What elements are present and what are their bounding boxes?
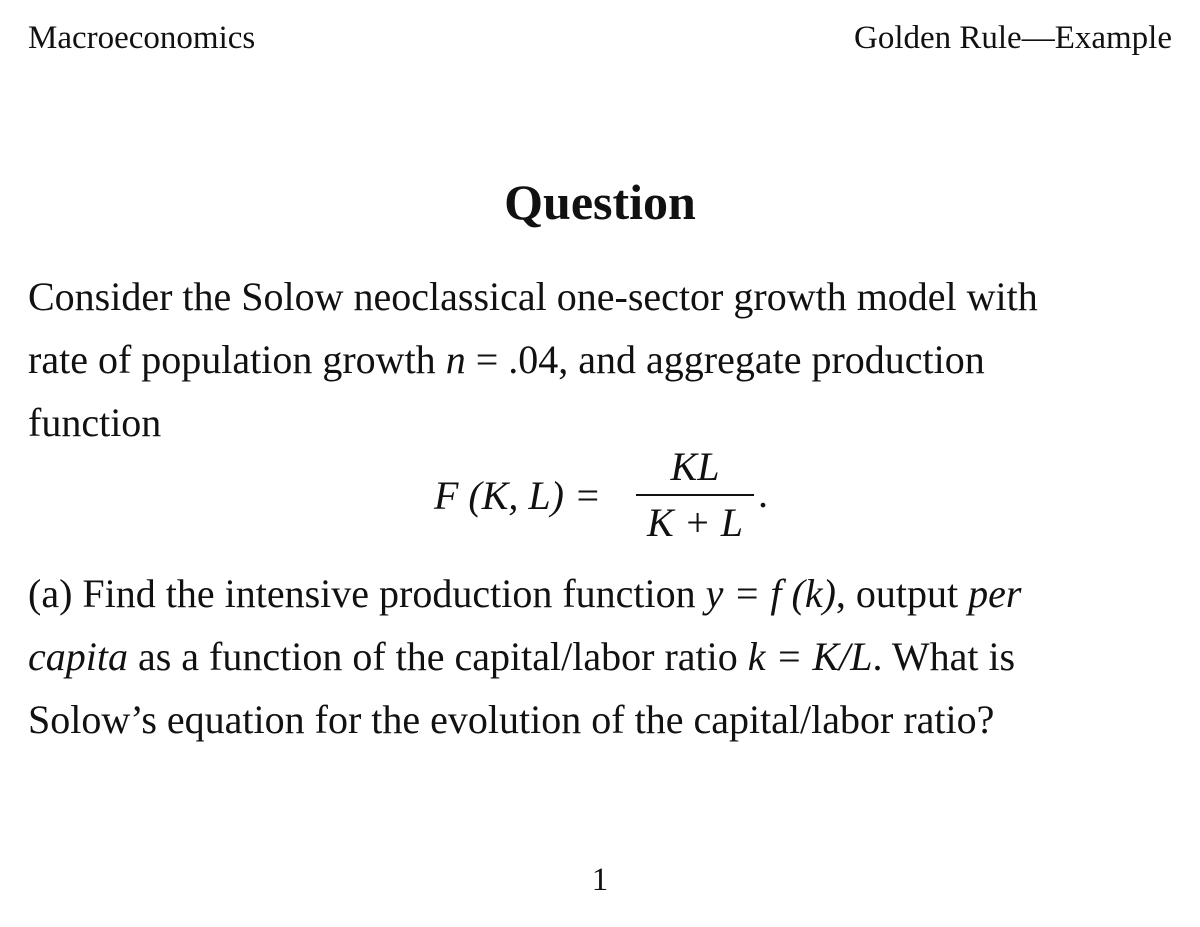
capital-labor-ratio-math: k = K/L (747, 634, 873, 679)
intro-line-3: function (28, 400, 162, 445)
equation-lhs: F (K, L) = (434, 473, 601, 518)
page-number: 1 (591, 862, 609, 898)
part-a-line-2-mid: as a function of the capital/labor ratio (127, 634, 748, 679)
part-a-line-1-mid: , output (835, 571, 969, 616)
part-a-line-2-post: . What is (872, 634, 1016, 679)
intro-line-2-text: rate of population growth (28, 337, 446, 382)
intensive-function-math: y = f (k) (705, 571, 836, 616)
intro-paragraph (28, 265, 1178, 454)
per-emphasis: per (968, 571, 1022, 616)
part-a-paragraph (28, 562, 1178, 751)
population-growth-value: = .04, and aggregate production (465, 337, 985, 382)
intro-line-2 (28, 328, 1178, 391)
part-a-line-2 (28, 625, 1178, 688)
fraction-bar (636, 494, 754, 496)
population-growth-variable: n (445, 337, 466, 382)
capita-emphasis: capita (28, 634, 128, 679)
equation-fraction (636, 444, 754, 546)
running-header-right: Golden Rule—Example (853, 20, 1172, 56)
section-title: Question (504, 174, 696, 230)
intro-line-1: Consider the Solow neoclassical one-sector growth model with (28, 274, 1038, 319)
fraction-denominator: K + L (647, 500, 743, 545)
fraction-numerator: KL (670, 444, 720, 489)
part-a-line-1-text: (a) Find the intensive production function (28, 571, 706, 616)
part-a-line-3: Solow’s equation for the evolution of the capital/labor ratio? (28, 697, 995, 742)
equation-period: . (758, 471, 768, 516)
part-a-line-1 (28, 562, 1178, 625)
running-header-left: Macroeconomics (28, 20, 256, 56)
